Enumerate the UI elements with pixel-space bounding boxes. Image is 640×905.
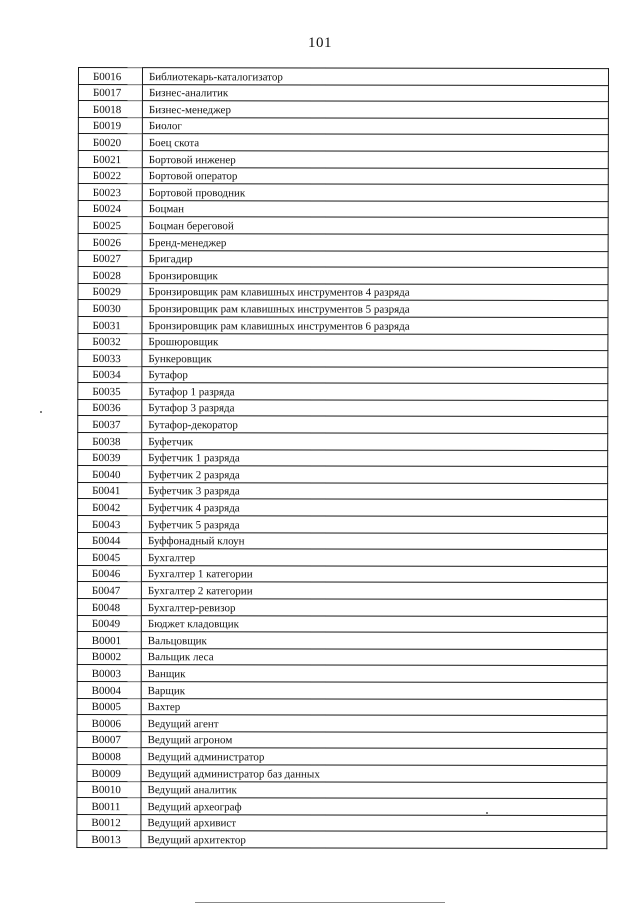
row-code: Б0049: [77, 615, 141, 632]
row-code: В0002: [77, 648, 141, 665]
row-profession-name: Бутафор 1 разряда: [142, 383, 608, 401]
row-code: Б0030: [78, 300, 142, 317]
page-number: 101: [308, 35, 332, 51]
table-row: [78, 200, 608, 218]
row-code: Б0022: [78, 167, 142, 184]
row-profession-name: Биолог: [142, 117, 608, 135]
row-profession-name: Бухгалтер 1 категории: [141, 565, 607, 583]
row-code: Б0018: [78, 101, 142, 118]
profession-code-table: [76, 67, 609, 849]
row-code: Б0038: [78, 433, 142, 450]
table-row: [77, 781, 607, 799]
row-profession-name: Вальщик леса: [141, 648, 607, 666]
row-profession-name: Ведущий архивист: [141, 814, 607, 832]
table-row: [77, 582, 607, 600]
row-profession-name: Бригадир: [142, 250, 608, 268]
row-profession-name: Ведущий археограф: [141, 798, 607, 816]
table-row: [77, 632, 607, 650]
row-code: В0008: [77, 748, 141, 765]
row-profession-name: Бренд-менеджер: [142, 234, 608, 252]
row-profession-name: Бизнес-менеджер: [142, 101, 608, 119]
table-row: [78, 482, 608, 500]
table-row: [78, 416, 608, 434]
row-profession-name: Вальцовщик: [141, 632, 607, 650]
table-row: [77, 831, 607, 849]
table-row: [78, 316, 608, 334]
table-row: [78, 150, 608, 168]
table-row: [78, 333, 608, 351]
row-profession-name: Бутафор-декоратор: [142, 416, 608, 434]
row-profession-name: Бортовой инженер: [142, 151, 608, 169]
row-code: Б0033: [78, 350, 142, 367]
row-code: Б0034: [78, 366, 142, 383]
row-code: В0010: [77, 781, 141, 798]
row-code: Б0031: [78, 316, 142, 333]
table-row: [77, 731, 607, 749]
table-body: [77, 68, 609, 849]
row-profession-name: Бронзировщик рам клавишных инструментов 4 разряда: [142, 283, 608, 301]
row-profession-name: Варщик: [141, 682, 607, 700]
row-code: Б0019: [78, 117, 142, 134]
table-row: [77, 814, 607, 832]
table-row: [78, 117, 608, 135]
row-code: Б0043: [78, 516, 142, 533]
row-profession-name: Ведущий администратор: [141, 748, 607, 766]
row-profession-name: Бронзировщик рам клавишных инструментов 6 разряда: [142, 317, 608, 335]
table-row: [78, 101, 608, 119]
row-code: В0003: [77, 665, 141, 682]
row-code: Б0017: [78, 84, 142, 101]
row-code: Б0042: [78, 499, 142, 516]
table-row: [78, 217, 608, 235]
table-row: [78, 499, 608, 517]
row-code: В0012: [77, 814, 141, 831]
row-code: Б0039: [78, 449, 142, 466]
row-code: Б0026: [78, 233, 142, 250]
scan-speck: [486, 812, 488, 814]
row-profession-name: Боцман береговой: [142, 217, 608, 235]
row-profession-name: Бронзировщик рам клавишных инструментов 5 разряда: [142, 300, 608, 318]
row-profession-name: Буффонадный клоун: [141, 532, 607, 550]
row-code: Б0036: [78, 399, 142, 416]
table-row: [78, 366, 608, 384]
row-profession-name: Бутафор 3 разряда: [142, 400, 608, 418]
table-row: [77, 615, 607, 633]
row-code: Б0040: [78, 466, 142, 483]
row-profession-name: Ванщик: [141, 665, 607, 683]
row-profession-name: Бухгалтер: [141, 549, 607, 567]
row-code: Б0035: [78, 383, 142, 400]
table-row: [77, 549, 607, 567]
row-profession-name: Вахтер: [141, 698, 607, 716]
row-code: В0013: [77, 831, 141, 848]
row-profession-name: Бронзировщик: [142, 267, 608, 285]
row-profession-name: Буфетчик 5 разряда: [142, 516, 608, 534]
row-profession-name: Ведущий аналитик: [141, 781, 607, 799]
row-profession-name: Буфетчик 2 разряда: [142, 466, 608, 484]
row-code: Б0044: [77, 532, 141, 549]
table-row: [77, 598, 607, 616]
row-profession-name: Буфетчик 4 разряда: [142, 499, 608, 517]
table-row: [78, 233, 608, 251]
row-code: В0001: [77, 632, 141, 649]
row-code: Б0024: [78, 200, 142, 217]
table-row: [78, 466, 608, 484]
scan-speck: [40, 411, 42, 413]
table-row: [77, 532, 607, 550]
row-code: Б0020: [78, 134, 142, 151]
row-code: Б0041: [78, 482, 142, 499]
table-row: [78, 350, 608, 368]
row-code: В0006: [77, 715, 141, 732]
row-profession-name: Боцман: [142, 200, 608, 218]
row-code: Б0028: [78, 267, 142, 284]
row-profession-name: Бортовой проводник: [142, 184, 608, 202]
table-row: [78, 184, 608, 202]
table-row: [77, 681, 607, 699]
row-profession-name: Брошюровщик: [142, 333, 608, 351]
table-row: [77, 715, 607, 733]
table-row: [77, 764, 607, 782]
row-code: Б0045: [77, 549, 141, 566]
row-code: В0004: [77, 681, 141, 698]
page-bottom-edge: [195, 902, 445, 903]
table-row: [78, 449, 608, 467]
row-profession-name: Боец скота: [142, 134, 608, 152]
row-profession-name: Буфетчик 1 разряда: [142, 449, 608, 467]
table-row: [78, 283, 608, 301]
row-code: Б0023: [78, 184, 142, 201]
table-row: [78, 433, 608, 451]
table-row: [77, 648, 607, 666]
row-code: Б0032: [78, 333, 142, 350]
row-profession-name: Бюджет кладовщик: [141, 615, 607, 633]
row-profession-name: Ведущий агент: [141, 715, 607, 733]
row-code: Б0029: [78, 283, 142, 300]
row-code: В0009: [77, 764, 141, 781]
row-profession-name: Буфетчик 3 разряда: [142, 482, 608, 500]
table-row: [77, 565, 607, 583]
table-row: [77, 798, 607, 816]
row-code: Б0048: [77, 598, 141, 615]
row-profession-name: Ведущий архитектор: [141, 831, 607, 849]
table-row: [78, 267, 608, 285]
row-profession-name: Бортовой оператор: [142, 167, 608, 185]
table-row: [78, 250, 608, 268]
table-row: [77, 748, 607, 766]
row-code: В0005: [77, 698, 141, 715]
row-profession-name: Библиотекарь-каталогизатор: [142, 68, 608, 86]
row-profession-name: Бухгалтер 2 категории: [141, 582, 607, 600]
table-row: [78, 516, 608, 534]
table-row: [78, 84, 608, 102]
table-row: [78, 68, 608, 86]
table-row: [78, 167, 608, 185]
table-row: [78, 383, 608, 401]
row-profession-name: Бутафор: [142, 366, 608, 384]
row-code: В0007: [77, 731, 141, 748]
table-row: [77, 698, 607, 716]
row-profession-name: Буфетчик: [142, 433, 608, 451]
row-profession-name: Бункеровщик: [142, 350, 608, 368]
row-code: Б0027: [78, 250, 142, 267]
table-row: [78, 134, 608, 152]
row-code: Б0016: [78, 68, 142, 85]
row-profession-name: Ведущий администратор баз данных: [141, 765, 607, 783]
table-row: [78, 300, 608, 318]
row-code: В0011: [77, 798, 141, 815]
row-code: Б0025: [78, 217, 142, 234]
row-code: Б0046: [77, 565, 141, 582]
row-profession-name: Ведущий агроном: [141, 731, 607, 749]
row-profession-name: Бухгалтер-ревизор: [141, 599, 607, 617]
table-row: [78, 399, 608, 417]
row-code: Б0037: [78, 416, 142, 433]
row-code: Б0047: [77, 582, 141, 599]
table-row: [77, 665, 607, 683]
row-code: Б0021: [78, 150, 142, 167]
row-profession-name: Бизнес-аналитик: [142, 84, 608, 102]
